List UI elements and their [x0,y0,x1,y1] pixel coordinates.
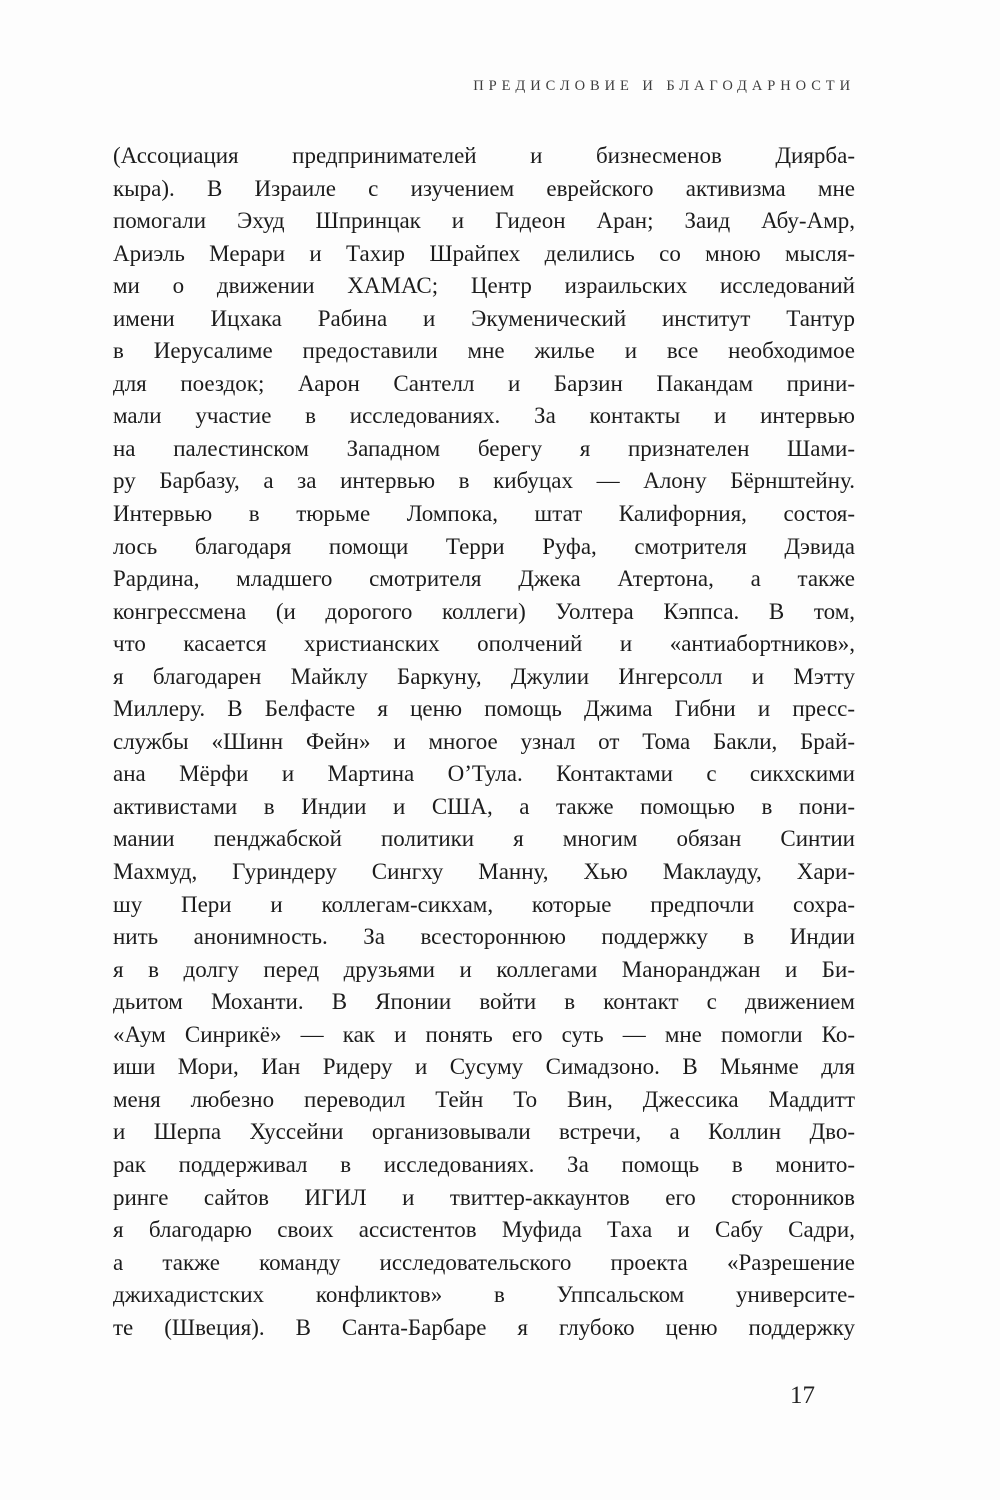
text-line: Интервью в тюрьме Ломпока, штат Калифорния, состоя- [113,501,855,527]
text-line: ру Барбазу, а за интервью в кибуцах — Алону Бёрнштейну. [113,468,855,494]
text-line: иши Мори, Иан Ридеру и Сусуму Симадзоно. В Мьянме для [113,1054,855,1080]
body-text [113,140,855,1344]
text-line: дьитом Моханти. В Японии войти в контакт с движением [113,989,855,1015]
text-line: конгрессмена (и дорогого коллеги) Уолтера Кэппса. В том, [113,598,855,624]
text-line: джихадистских конфликтов» в Уппсальском университе- [113,1282,855,1308]
text-line: а также команду исследовательского проекта «Разрешение [113,1249,855,1275]
text-line: помогали Эхуд Шпринцак и Гидеон Аран; Заид Абу-Амр, [113,208,855,234]
page-number: 17 [790,1382,815,1409]
text-line: те (Швеция). В Санта-Барбаре я глубоко ценю поддержку [113,1314,855,1340]
text-line: мании пенджабской политики я многим обязан Синтии [113,826,855,852]
text-line: я благодарен Майклу Баркуну, Джулии Ингерсолл и Мэтту [113,663,855,689]
text-line: меня любезно переводил Тейн То Вин, Джессика Маддитт [113,1086,855,1112]
text-line: и Шерпа Хуссейни организовывали встречи, а Коллин Дво- [113,1119,855,1145]
text-line: службы «Шинн Фейн» и многое узнал от Тома Бакли, Брай- [113,728,855,754]
text-line: в Иерусалиме предоставили мне жилье и все необходимое [113,338,855,364]
text-line: Миллеру. В Белфасте я ценю помощь Джима Гибни и пресс- [113,696,855,722]
text-line: нить анонимность. За всестороннюю поддержку в Индии [113,924,855,950]
running-header: ПРЕДИСЛОВИЕ И БЛАГОДАРНОСТИ [473,78,855,94]
text-line: активистами в Индии и США, а также помощью в пони- [113,793,855,819]
text-line: Рардина, младшего смотрителя Джека Атертона, а также [113,566,855,592]
text-line: Махмуд, Гуриндеру Сингху Манну, Хью Маклауду, Хари- [113,859,855,885]
text-line: «Аум Синрикё» — как и понять его суть — мне помогли Ко- [113,1021,855,1047]
text-line: кыра). В Израиле с изучением еврейского активизма мне [113,175,855,201]
text-line: ана Мёрфи и Мартина О’Тула. Контактами с сикхскими [113,761,855,787]
text-line: рак поддерживал в исследованиях. За помощь в монито- [113,1151,855,1177]
text-line: на палестинском Западном берегу я признателен Шами- [113,435,855,461]
text-line: ми о движении ХАМАС; Центр израильских исследований [113,273,855,299]
text-line: Ариэль Мерари и Тахир Шрайпех делились со мною мысля- [113,240,855,266]
text-line: для поездок; Аарон Сантелл и Барзин Пакандам прини- [113,370,855,396]
text-line: я благодарю своих ассистентов Муфида Таха и Сабу Садри, [113,1217,855,1243]
text-line: ринге сайтов ИГИЛ и твиттер-аккаунтов его сторонников [113,1184,855,1210]
text-line: я в долгу перед друзьями и коллегами Маноранджан и Би- [113,956,855,982]
text-line: шу Пери и коллегам-сикхам, которые предпочли сохра- [113,891,855,917]
text-line: мали участие в исследованиях. За контакты и интервью [113,403,855,429]
text-line: (Ассоциация предпринимателей и бизнесменов Диярба- [113,143,855,168]
text-line: имени Ицхака Рабина и Экуменический институт Тантур [113,305,855,331]
text-line: что касается христианских ополчений и «антиабортников», [113,631,855,657]
text-line: лось благодаря помощи Терри Руфа, смотрителя Дэвида [113,533,855,559]
